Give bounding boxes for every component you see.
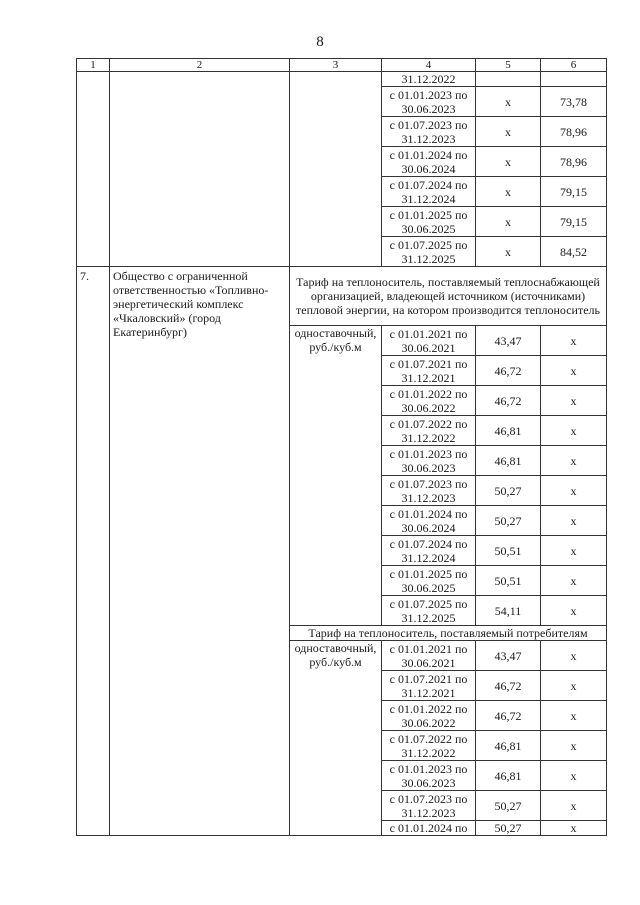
value-cell: x [541, 761, 607, 791]
period-cell: с 01.07.2023 по 31.12.2023 [382, 117, 476, 147]
column-number: 6 [541, 59, 607, 72]
value-cell [541, 72, 607, 87]
period-cell: с 01.01.2024 по 30.06.2024 [382, 506, 476, 536]
period-cell: с 01.07.2021 по 31.12.2021 [382, 671, 476, 701]
value-cell: x [476, 87, 541, 117]
value-cell: 50,27 [476, 506, 541, 536]
value-cell: x [476, 117, 541, 147]
tariff-type: одноставочный, руб./куб.м [290, 641, 382, 836]
period-cell: с 01.01.2025 по 30.06.2025 [382, 566, 476, 596]
tariff-type: одноставочный, руб./куб.м [290, 326, 382, 626]
value-cell: x [541, 791, 607, 821]
value-cell: 79,15 [541, 177, 607, 207]
value-cell: x [541, 566, 607, 596]
period-cell: с 01.07.2021 по 31.12.2021 [382, 356, 476, 386]
value-cell: x [541, 596, 607, 626]
period-cell: 31.12.2022 [382, 72, 476, 87]
value-cell: 46,72 [476, 671, 541, 701]
period-cell: с 01.01.2022 по 30.06.2022 [382, 701, 476, 731]
value-cell: 50,51 [476, 566, 541, 596]
page-number: 8 [316, 34, 324, 50]
period-cell: с 01.01.2024 по 30.06.2024 [382, 147, 476, 177]
value-cell: x [541, 671, 607, 701]
period-cell: с 01.01.2023 по 30.06.2023 [382, 761, 476, 791]
column-number: 5 [476, 59, 541, 72]
value-cell: x [476, 207, 541, 237]
column-number-row [77, 59, 607, 72]
tariff-table [76, 58, 607, 836]
period-cell: с 01.07.2022 по 31.12.2022 [382, 416, 476, 446]
value-cell: 46,81 [476, 731, 541, 761]
period-cell: с 01.01.2023 по 30.06.2023 [382, 446, 476, 476]
value-cell: 50,51 [476, 536, 541, 566]
period-cell: с 01.07.2023 по 31.12.2023 [382, 791, 476, 821]
tariff-type-cell [290, 72, 382, 267]
value-cell: x [541, 416, 607, 446]
value-cell: x [541, 536, 607, 566]
period-cell: с 01.01.2022 по 30.06.2022 [382, 386, 476, 416]
value-cell: 46,72 [476, 356, 541, 386]
value-cell: 78,96 [541, 117, 607, 147]
value-cell: 79,15 [541, 207, 607, 237]
value-cell: x [541, 446, 607, 476]
item-number-cell [77, 72, 110, 267]
column-number: 4 [382, 59, 476, 72]
value-cell: x [541, 356, 607, 386]
period-cell: с 01.07.2022 по 31.12.2022 [382, 731, 476, 761]
value-cell: 84,52 [541, 237, 607, 267]
period-cell: с 01.01.2021 по 30.06.2021 [382, 641, 476, 671]
value-cell: 46,72 [476, 386, 541, 416]
value-cell: x [476, 237, 541, 267]
value-cell: x [476, 147, 541, 177]
value-cell: 46,81 [476, 446, 541, 476]
value-cell: 46,81 [476, 416, 541, 446]
item-number: 7. [77, 267, 110, 836]
period-cell: с 01.01.2025 по 30.06.2025 [382, 207, 476, 237]
section-title: Тариф на теплоноситель, поставляемый потребителям [290, 626, 607, 641]
value-cell: x [541, 731, 607, 761]
value-cell: 54,11 [476, 596, 541, 626]
value-cell: x [476, 177, 541, 207]
value-cell: 46,72 [476, 701, 541, 731]
value-cell: 50,27 [476, 791, 541, 821]
column-number: 3 [290, 59, 382, 72]
value-cell: 43,47 [476, 326, 541, 356]
period-cell: с 01.01.2023 по 30.06.2023 [382, 87, 476, 117]
value-cell: 50,27 [476, 476, 541, 506]
value-cell: x [541, 701, 607, 731]
period-cell: с 01.01.2021 по 30.06.2021 [382, 326, 476, 356]
value-cell: 46,81 [476, 761, 541, 791]
value-cell: 43,47 [476, 641, 541, 671]
column-number: 1 [77, 59, 110, 72]
table-row [77, 72, 607, 87]
organization-name: Общество с ограниченной ответственностью «Топливно-энергетический комплекс «Чкаловский» (город Екатеринбург) [110, 267, 290, 836]
period-cell: с 01.07.2025 по 31.12.2025 [382, 237, 476, 267]
period-cell: с 01.01.2024 по [382, 821, 476, 836]
period-cell: с 01.07.2024 по 31.12.2024 [382, 536, 476, 566]
organization-cell [110, 72, 290, 267]
value-cell: 73,78 [541, 87, 607, 117]
value-cell: x [541, 641, 607, 671]
section-title: Тариф на теплоноситель, поставляемый теплоснабжающей организацией, владеющей источником (источниками) тепловой энергии, на котором производится теплоноситель [290, 267, 607, 326]
value-cell: x [541, 386, 607, 416]
section-title-row [77, 267, 607, 326]
value-cell: 50,27 [476, 821, 541, 836]
value-cell: 78,96 [541, 147, 607, 177]
period-cell: с 01.07.2024 по 31.12.2024 [382, 177, 476, 207]
column-number: 2 [110, 59, 290, 72]
value-cell [476, 72, 541, 87]
period-cell: с 01.07.2023 по 31.12.2023 [382, 476, 476, 506]
value-cell: x [541, 821, 607, 836]
value-cell: x [541, 476, 607, 506]
value-cell: x [541, 506, 607, 536]
value-cell: x [541, 326, 607, 356]
period-cell: с 01.07.2025 по 31.12.2025 [382, 596, 476, 626]
